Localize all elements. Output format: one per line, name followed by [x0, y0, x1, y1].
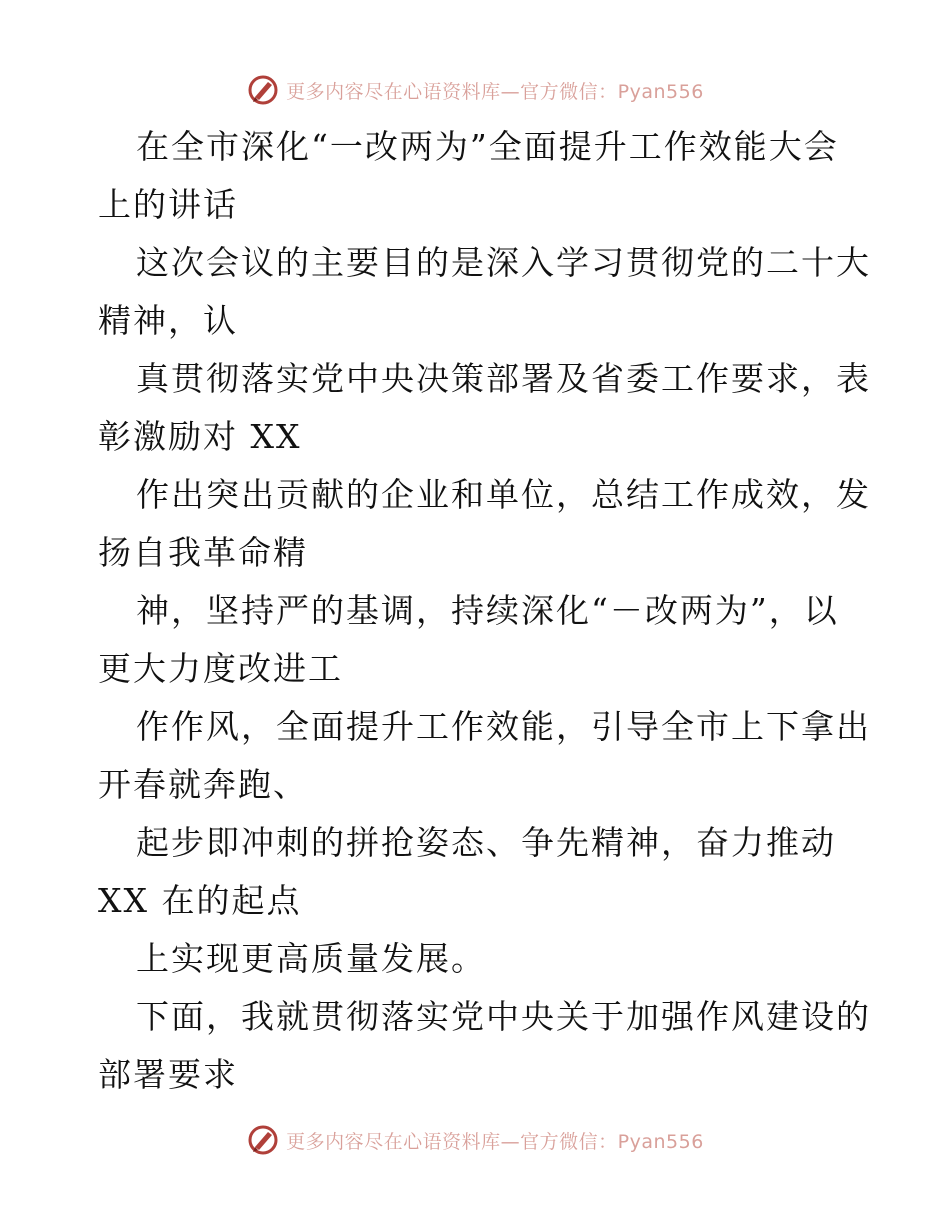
- paragraph: [98, 988, 871, 1104]
- text-line: 起步即冲刺的拼抢姿态、争先精神，奋力推动: [136, 823, 836, 862]
- paragraph: [98, 118, 858, 234]
- text-line: 扬自我革命精: [98, 533, 308, 572]
- text-line: 下面，我就贯彻落实党中央关于加强作风建设的: [136, 997, 871, 1036]
- text-line: 精神，认: [98, 301, 238, 340]
- paragraph: [98, 234, 871, 350]
- paragraph: [98, 350, 871, 466]
- text-line: 在全市深化“一改两为”全面提升工作效能大会: [136, 127, 839, 166]
- footer-banner: [0, 1120, 950, 1160]
- text-line: 更大力度改进工: [98, 649, 343, 688]
- text-line: 神，坚持严的基调，持续深化“－改两为”，以: [136, 591, 839, 630]
- paragraph: [98, 698, 871, 814]
- text-line: XX 在的起点: [98, 881, 302, 920]
- paragraph: [98, 582, 858, 698]
- text-line: 上实现更高质量发展。: [136, 939, 486, 978]
- text-line: 部署要求: [98, 1055, 238, 1094]
- text-line: 彰激励对 XX: [98, 417, 302, 456]
- text-line: 上的讲话: [98, 185, 238, 224]
- text-line: 开春就奔跑、: [98, 765, 308, 804]
- banner-text: 更多内容尽在心语资料库—官方微信：Pyan556: [286, 1130, 704, 1153]
- document-body: [98, 118, 871, 1104]
- paragraph: [98, 466, 871, 582]
- pen-circle-logo-icon: [246, 1123, 280, 1157]
- text-line: 作作风，全面提升工作效能，引导全市上下拿出: [136, 707, 871, 746]
- paragraph: [98, 930, 858, 988]
- text-line: 作出突出贡献的企业和单位，总结工作成效，发: [136, 475, 871, 514]
- text-line: 真贯彻落实党中央决策部署及省委工作要求，表: [136, 359, 871, 398]
- header-banner: [0, 70, 950, 110]
- paragraph: [98, 814, 858, 930]
- text-line: 这次会议的主要目的是深入学习贯彻党的二十大: [136, 243, 871, 282]
- banner-text: 更多内容尽在心语资料库—官方微信：Pyan556: [286, 80, 704, 103]
- pen-circle-logo-icon: [246, 73, 280, 107]
